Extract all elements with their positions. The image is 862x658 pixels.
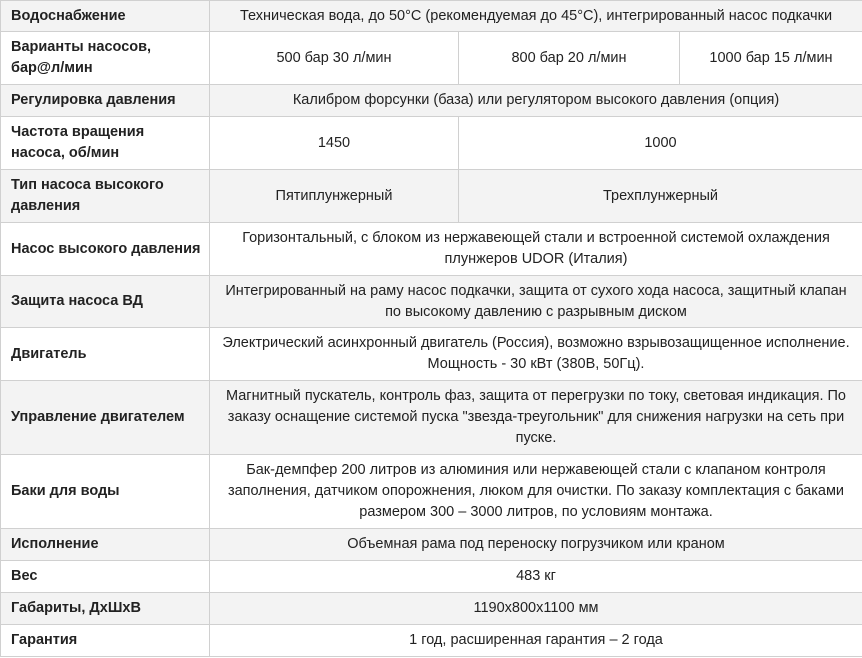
spec-label: Управление двигателем <box>1 381 210 455</box>
spec-label: Частота вращения насоса, об/мин <box>1 117 210 170</box>
spec-label: Исполнение <box>1 529 210 561</box>
spec-value: Трехплунжерный <box>459 170 862 223</box>
spec-label: Варианты насосов, бар@л/мин <box>1 32 210 85</box>
spec-value: Объемная рама под переноску погрузчиком или краном <box>210 529 862 561</box>
spec-row-pump-rpm <box>1 117 862 170</box>
spec-value: 1450 <box>210 117 459 170</box>
spec-value: Техническая вода, до 50°C (рекомендуемая до 45°C), интегрированный насос подкачки <box>210 1 862 32</box>
spec-value: Бак-демпфер 200 литров из алюминия или нержавеющей стали с клапаном контроля заполнения, датчиком опорожнения, люком для очистки. По заказу комплектация с баками размером 300 – 3000 литров, по условиям монтажа. <box>210 455 862 529</box>
spec-row-water-tanks <box>1 455 862 529</box>
spec-value: 800 бар 20 л/мин <box>459 32 680 85</box>
spec-value: 1 год, расширенная гарантия – 2 года <box>210 625 862 657</box>
spec-value: 1000 бар 15 л/мин <box>680 32 862 85</box>
spec-row-pump-type <box>1 170 862 223</box>
spec-value: Магнитный пускатель, контроль фаз, защита от перегрузки по току, световая индикация. По заказу оснащение системой пуска "звезда-треугольник" для снижения нагрузки на сеть при пуске. <box>210 381 862 455</box>
spec-value: 1000 <box>459 117 862 170</box>
spec-value: Интегрированный на раму насос подкачки, защита от сухого хода насоса, защитный клапан по высокому давлению с разрывным диском <box>210 276 862 328</box>
spec-row-dimensions <box>1 593 862 625</box>
spec-value: Электрический асинхронный двигатель (Россия), возможно взрывозащищенное исполнение. Мощность - 30 кВт (380В, 50Гц). <box>210 328 862 381</box>
spec-row-warranty <box>1 625 862 657</box>
spec-row-pump-protection <box>1 276 862 328</box>
spec-label: Двигатель <box>1 328 210 381</box>
spec-row-pump-variants <box>1 32 862 85</box>
spec-value: 500 бар 30 л/мин <box>210 32 459 85</box>
spec-value: Горизонтальный, с блоком из нержавеющей стали и встроенной системой охлаждения плунжеров UDOR (Италия) <box>210 223 862 276</box>
spec-label: Габариты, ДхШхВ <box>1 593 210 625</box>
spec-label: Регулировка давления <box>1 85 210 117</box>
spec-row-motor <box>1 328 862 381</box>
spec-label: Водоснабжение <box>1 1 210 32</box>
spec-row-weight <box>1 561 862 593</box>
spec-label: Вес <box>1 561 210 593</box>
spec-label: Насос высокого давления <box>1 223 210 276</box>
spec-label: Гарантия <box>1 625 210 657</box>
spec-value: 483 кг <box>210 561 862 593</box>
spec-row-design <box>1 529 862 561</box>
spec-value: Калибром форсунки (база) или регулятором высокого давления (опция) <box>210 85 862 117</box>
spec-label: Защита насоса ВД <box>1 276 210 328</box>
spec-label: Тип насоса высокого давления <box>1 170 210 223</box>
spec-row-water-supply <box>1 1 862 32</box>
spec-value: 1190x800x1100 мм <box>210 593 862 625</box>
spec-row-motor-control <box>1 381 862 455</box>
spec-row-pressure-control <box>1 85 862 117</box>
spec-label: Баки для воды <box>1 455 210 529</box>
spec-row-hp-pump <box>1 223 862 276</box>
spec-value: Пятиплунжерный <box>210 170 459 223</box>
